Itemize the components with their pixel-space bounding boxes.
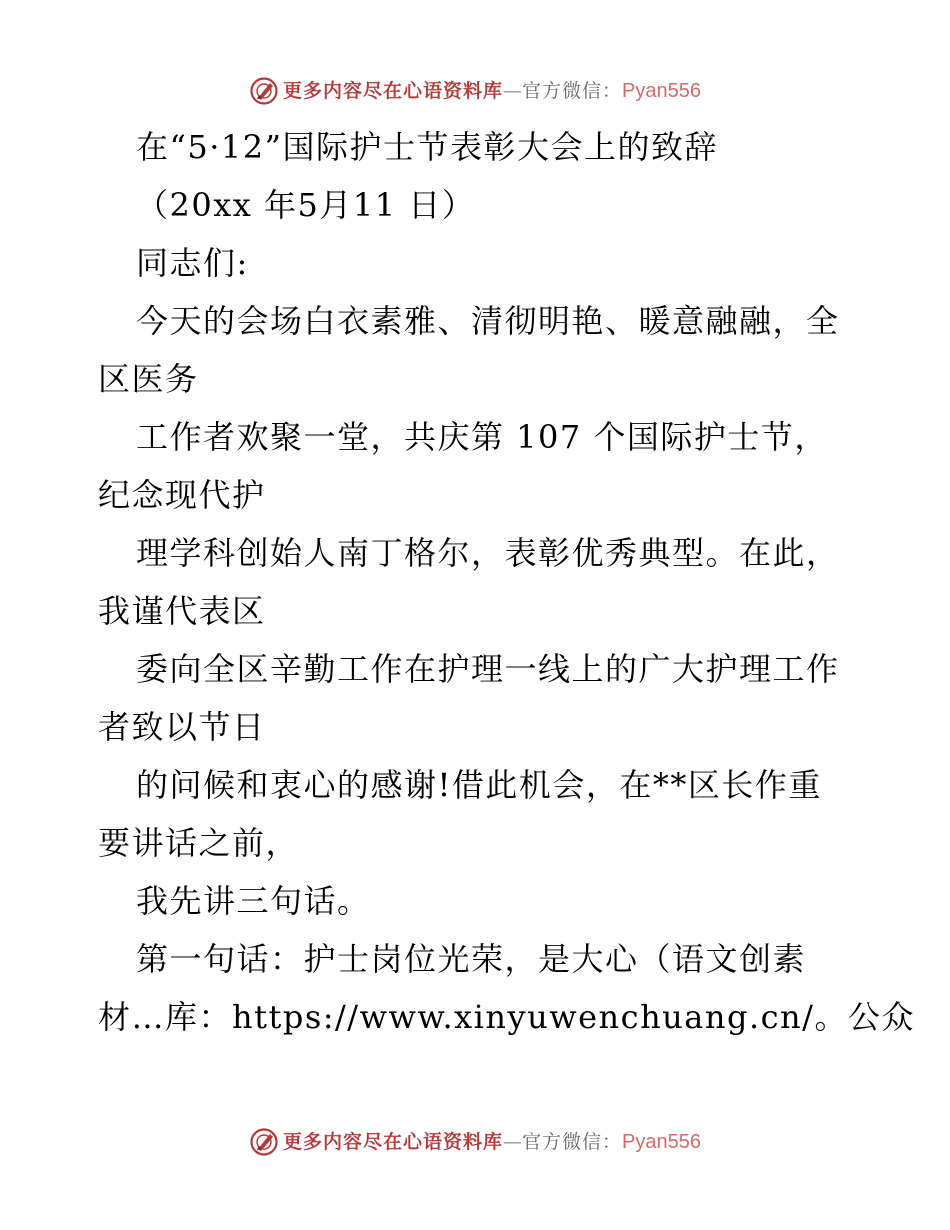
pen-logo-icon xyxy=(249,1127,279,1157)
document-salutation: 同志们: xyxy=(136,244,249,282)
header-wechat-label: 官方微信： xyxy=(522,80,623,102)
paragraph-line: 理学科创始人南丁格尔，表彰优秀典型。在此， xyxy=(136,534,840,572)
paragraph-line: 的问候和衷心的感谢!借此机会，在**区长作重 xyxy=(136,766,822,804)
footer-brand-text: 更多内容尽在心语资料库 xyxy=(283,1131,504,1153)
footer-wechat-label: 官方微信： xyxy=(522,1131,623,1153)
paragraph-line: 纪念现代护 xyxy=(98,476,266,514)
paragraph-line: 我先讲三句话。 xyxy=(136,882,371,920)
document-title: 在“5·12”国际护士节表彰大会上的致辞 xyxy=(136,128,718,166)
paragraph-line: 委向全区辛勤工作在护理一线上的广大护理工作 xyxy=(136,650,840,688)
footer-banner xyxy=(0,1127,950,1157)
paragraph-line: 者致以节日 xyxy=(98,708,266,746)
header-separator: — xyxy=(503,80,523,102)
document-date: （20xx 年5月11 日） xyxy=(136,186,476,224)
paragraph-line: 要讲话之前， xyxy=(98,824,300,862)
footer-wechat-id: Pyan556 xyxy=(622,1131,701,1153)
paragraph-line: 今天的会场白衣素雅、清彻明艳、暖意融融，全 xyxy=(136,302,840,340)
header-wechat-id: Pyan556 xyxy=(622,80,701,102)
header-brand-text: 更多内容尽在心语资料库 xyxy=(283,80,504,102)
paragraph-line: 材…库：https://www.xinyuwenchuang.cn/。公众 xyxy=(98,998,915,1036)
paragraph-line: 区医务 xyxy=(98,360,199,398)
paragraph-line: 我谨代表区 xyxy=(98,592,266,630)
footer-separator: — xyxy=(503,1131,523,1153)
header-banner xyxy=(0,76,950,106)
paragraph-line: 第一句话：护士岗位光荣，是大心（语文创素 xyxy=(136,940,807,978)
paragraph-line: 工作者欢聚一堂，共庆第 107 个国际护士节， xyxy=(136,418,828,456)
pen-logo-icon xyxy=(249,76,279,106)
